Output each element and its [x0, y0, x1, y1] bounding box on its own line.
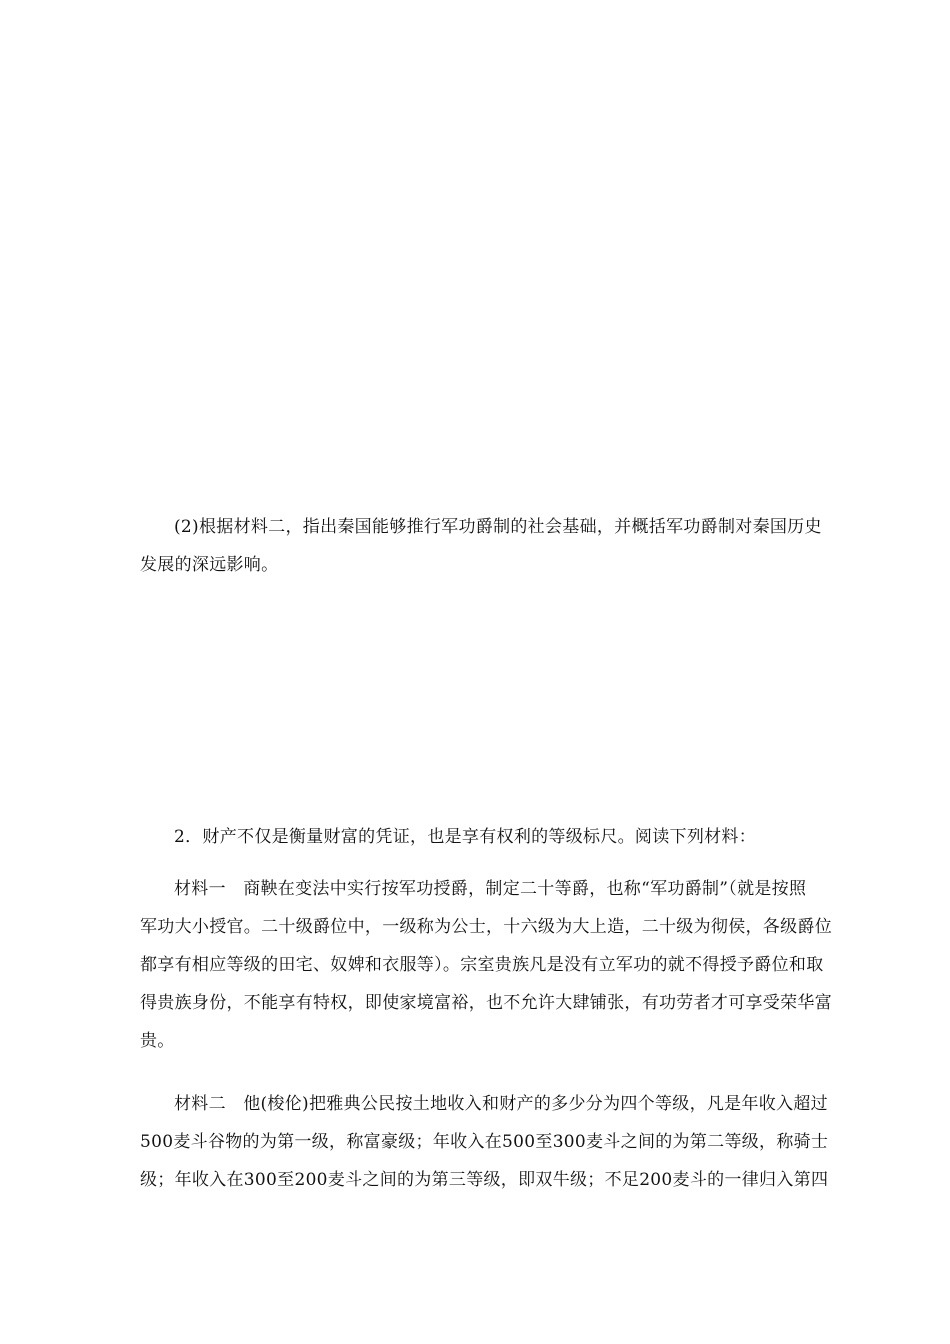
- material-2-line: 500麦斗谷物的为第一级，称富豪级；年收入在500至300麦斗之间的为第二等级，称骑士: [140, 1132, 829, 1152]
- material-1-line: 得贵族身份，不能享有特权，即使家境富裕，也不允许大肆铺张，有功劳者才可享受荣华富: [140, 993, 832, 1013]
- material-1-line: 军功大小授官。二十级爵位中，一级称为公士，十六级为大上造，二十级为彻侯，各级爵位: [140, 917, 832, 937]
- question-2-2: [140, 508, 822, 584]
- question-2-intro-text: 2．财产不仅是衡量财富的凭证，也是享有权利的等级标尺。阅读下列材料：: [174, 827, 757, 847]
- material-1: [140, 870, 832, 1060]
- question-2-intro: [140, 818, 812, 856]
- material-1-line: 贵。: [140, 1031, 175, 1051]
- material-2-line: 材料二 他(梭伦)把雅典公民按土地收入和财产的多少分为四个等级，凡是年收入超过: [174, 1094, 828, 1114]
- material-1-line: 材料一 商鞅在变法中实行按军功授爵，制定二十等爵，也称“军功爵制”（就是按照: [174, 879, 807, 899]
- material-1-line: 都享有相应等级的田宅、奴婢和衣服等）。宗室贵族凡是没有立军功的就不得授予爵位和取: [140, 955, 824, 975]
- material-2: [140, 1085, 829, 1199]
- material-2-line: 级；年收入在300至200麦斗之间的为第三等级，即双牛级；不足200麦斗的一律归入第四: [140, 1170, 829, 1190]
- question-line: 发展的深远影响。: [140, 555, 279, 575]
- question-line: (2)根据材料二，指出秦国能够推行军功爵制的社会基础，并概括军功爵制对秦国历史: [174, 517, 822, 537]
